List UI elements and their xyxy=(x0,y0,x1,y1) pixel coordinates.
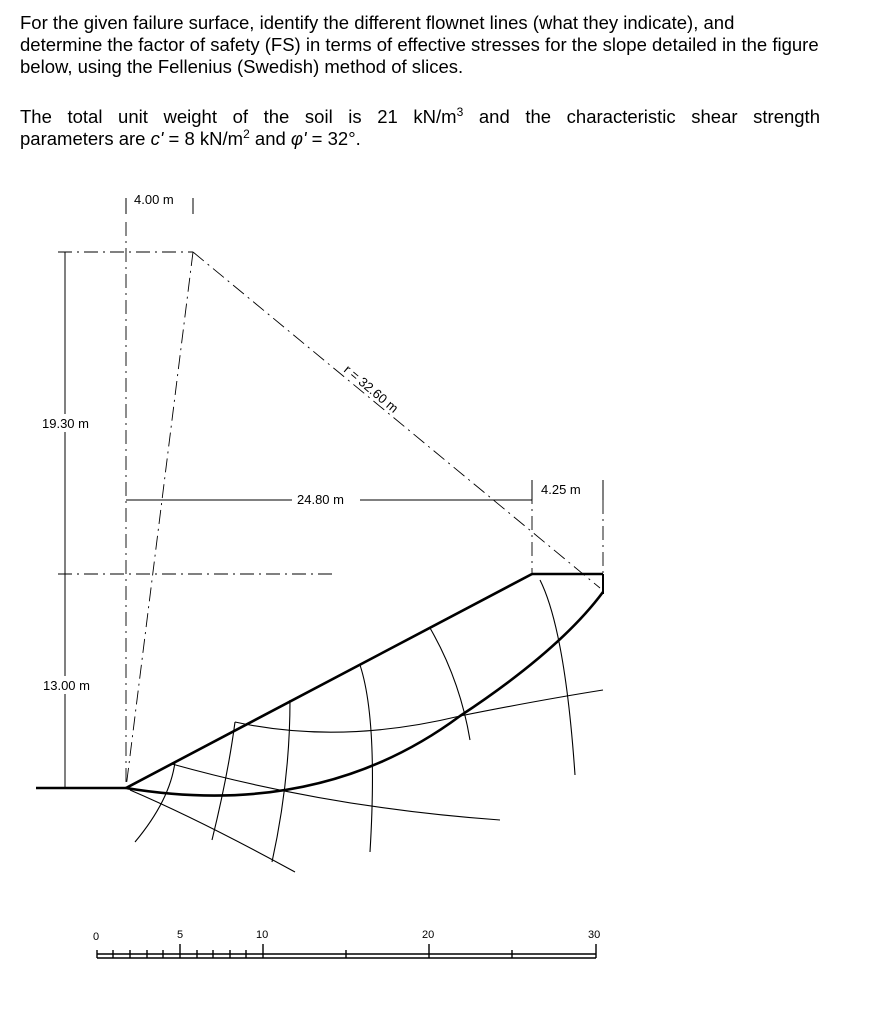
parameters-text: parameters are xyxy=(20,128,151,149)
dimension-labels xyxy=(40,190,581,694)
equipotential-line-3 xyxy=(360,665,372,852)
radius-line xyxy=(193,252,600,588)
scale-label-30: 30 xyxy=(588,929,601,941)
unit-weight-exponent: 3 xyxy=(456,104,464,119)
failure-surface-arc xyxy=(126,592,603,796)
label-radius: r = 32.60 m xyxy=(341,361,402,416)
unit-weight-text: The total unit weight of the soil is 21 kN/m xyxy=(20,106,457,127)
shear-strength-text: and the characteristic shear strength xyxy=(463,106,820,127)
flow-lines xyxy=(130,690,603,872)
centre-vertical-line xyxy=(126,252,193,788)
label-right-width: 4.25 m xyxy=(541,482,581,497)
label-horizontal-distance: 24.80 m xyxy=(297,492,344,507)
cohesion-value: = 8 kN/m xyxy=(163,128,244,149)
equipotential-line-4 xyxy=(272,700,290,862)
friction-angle-value: = 32°. xyxy=(306,128,361,149)
scale-label-0: 0 xyxy=(93,931,100,943)
flow-line-3 xyxy=(130,790,295,872)
cohesion-symbol: c' xyxy=(150,128,164,149)
scale-label-10: 10 xyxy=(256,929,269,941)
label-top-width: 4.00 m xyxy=(134,192,174,207)
scale-bar xyxy=(93,929,600,958)
label-total-height: 19.30 m xyxy=(42,416,89,431)
equipotential-line-1 xyxy=(540,580,575,775)
equipotential-lines xyxy=(135,580,575,862)
flow-line-2 xyxy=(172,764,500,820)
cohesion-exponent: 2 xyxy=(243,126,250,141)
scale-label-20: 20 xyxy=(422,929,435,941)
label-slope-height: 13.00 m xyxy=(43,678,90,693)
and-text: and xyxy=(249,128,291,149)
slope-face-line xyxy=(126,574,532,788)
friction-angle-symbol: φ' xyxy=(290,128,307,149)
slope-profile xyxy=(36,574,603,788)
scale-label-5: 5 xyxy=(177,929,184,941)
question-paragraph-1: For the given failure surface, identify the different flownet lines (what they indicate), and determine the factor of safety (FS) in terms of effective stresses for the slope detailed in the figure below, using the Fellenius (Swedish) method of slices. xyxy=(20,12,819,77)
